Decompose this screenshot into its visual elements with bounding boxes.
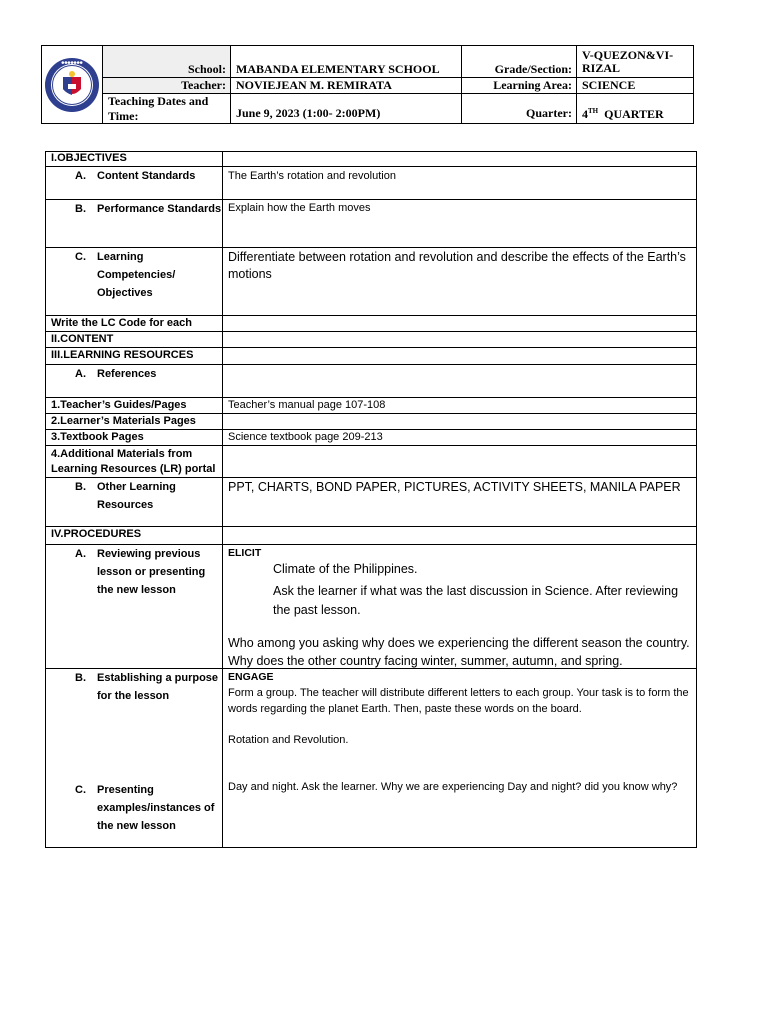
learning-competencies-letter: C. bbox=[75, 251, 86, 263]
textbook-label: 3.Textbook Pages bbox=[51, 431, 144, 443]
objectives-heading-row bbox=[45, 151, 697, 166]
other-resources-value: PPT, CHARTS, BOND PAPER, PICTURES, ACTIVITY SHEETS, MANILA PAPER bbox=[228, 480, 681, 494]
teacher-value: NOVIEJEAN M. REMIRATA bbox=[231, 78, 462, 94]
content-heading: II.CONTENT bbox=[51, 333, 114, 345]
header-table bbox=[41, 45, 694, 124]
elicit-line-3: Who among you asking why does we experiencing the different season the country. Why does the other country facing winter, summer, autumn, and spring. bbox=[228, 636, 690, 668]
references-label: References bbox=[97, 368, 157, 380]
lc-code-label: Write the LC Code for each bbox=[51, 317, 192, 329]
school-label: School: bbox=[103, 46, 231, 78]
references-row bbox=[45, 364, 697, 397]
reviewing-label: Reviewing previous lesson or presenting the new lesson bbox=[97, 548, 206, 596]
learning-competencies-value: Differentiate between rotation and revolution and describe the effects of the Earth’s motions bbox=[228, 250, 686, 281]
performance-standards-letter: B. bbox=[75, 203, 86, 215]
teachers-guide-value: Teacher’s manual page 107-108 bbox=[228, 399, 386, 411]
content-standards-letter: A. bbox=[75, 170, 86, 182]
grade-label: Grade/Section: bbox=[462, 46, 577, 78]
presenting-letter: C. bbox=[75, 784, 86, 796]
area-value: SCIENCE bbox=[577, 78, 693, 94]
lc-code-row bbox=[45, 315, 697, 331]
references-letter: A. bbox=[75, 368, 86, 380]
presenting-text: Day and night. Ask the learner. Why we are experiencing Day and night? did you know why? bbox=[228, 781, 678, 793]
grade-value: V-QUEZON&VI-RIZAL bbox=[577, 46, 693, 78]
establishing-label: Establishing a purpose for the lesson bbox=[97, 672, 219, 702]
reviewing-row bbox=[45, 544, 697, 668]
other-resources-label: Other Learning Resources bbox=[97, 481, 176, 511]
performance-standards-value: Explain how the Earth moves bbox=[228, 202, 371, 214]
performance-standards-label: Performance Standards bbox=[97, 203, 222, 215]
presenting-label: Presenting examples/instances of the new lesson bbox=[97, 784, 215, 832]
learning-competencies-label: Learning Competencies/ Objectives bbox=[97, 251, 176, 299]
engage-phase-label: ENGAGE bbox=[228, 671, 274, 683]
logo-cell bbox=[42, 46, 103, 123]
content-standards-row bbox=[45, 166, 697, 199]
establishing-row bbox=[45, 668, 697, 848]
textbook-row bbox=[45, 429, 697, 445]
teachers-guide-label: 1.Teacher’s Guides/Pages bbox=[51, 399, 187, 411]
quarter-suffix: TH bbox=[588, 107, 599, 115]
establishing-letter: B. bbox=[75, 672, 86, 684]
elicit-line-1: Climate of the Philippines. bbox=[273, 562, 418, 576]
content-heading-row bbox=[45, 331, 697, 347]
quarter-word: QUARTER bbox=[604, 107, 664, 121]
additional-materials-row bbox=[45, 445, 697, 477]
engage-text: Form a group. The teacher will distribute different letters to each group. Your task is to form the words regarding the planet Earth. Then, paste these words on the board. bbox=[228, 687, 689, 715]
learners-materials-label: 2.Learner’s Materials Pages bbox=[51, 415, 196, 427]
dates-value: June 9, 2023 (1:00- 2:00PM) bbox=[231, 94, 462, 123]
school-value: MABANDA ELEMENTARY SCHOOL bbox=[231, 46, 462, 78]
learning-competencies-row bbox=[45, 247, 697, 315]
learners-materials-row bbox=[45, 413, 697, 429]
other-resources-letter: B. bbox=[75, 481, 86, 493]
engage-words: Rotation and Revolution. bbox=[228, 734, 349, 746]
elicit-line-2: Ask the learner if what was the last discussion in Science. After reviewing the past lesson. bbox=[273, 584, 679, 617]
area-label: Learning Area: bbox=[462, 78, 577, 94]
elicit-phase-label: ELICIT bbox=[228, 547, 262, 559]
resources-heading-row bbox=[45, 347, 697, 364]
svg-text:●●●●●●●: ●●●●●●● bbox=[61, 60, 83, 65]
procedures-heading-row bbox=[45, 527, 697, 544]
teacher-label: Teacher: bbox=[103, 78, 231, 94]
objectives-heading: I.OBJECTIVES bbox=[51, 152, 127, 164]
other-resources-row bbox=[45, 477, 697, 527]
dates-label: Teaching Dates and Time: bbox=[103, 94, 231, 123]
textbook-value: Science textbook page 209-213 bbox=[228, 431, 383, 443]
teachers-guide-row bbox=[45, 397, 697, 413]
deped-seal-logo bbox=[44, 57, 100, 113]
reviewing-letter: A. bbox=[75, 548, 86, 560]
content-standards-value: The Earth’s rotation and revolution bbox=[228, 170, 396, 182]
quarter-label: Quarter: bbox=[462, 94, 577, 123]
quarter-number: 4 bbox=[582, 107, 588, 121]
resources-heading: III.LEARNING RESOURCES bbox=[51, 349, 194, 361]
content-standards-label: Content Standards bbox=[97, 170, 196, 182]
performance-standards-row bbox=[45, 199, 697, 247]
additional-materials-label: 4.Additional Materials from Learning Resources (LR) portal bbox=[51, 448, 216, 475]
quarter-value bbox=[577, 94, 693, 123]
procedures-heading: IV.PROCEDURES bbox=[51, 528, 142, 540]
